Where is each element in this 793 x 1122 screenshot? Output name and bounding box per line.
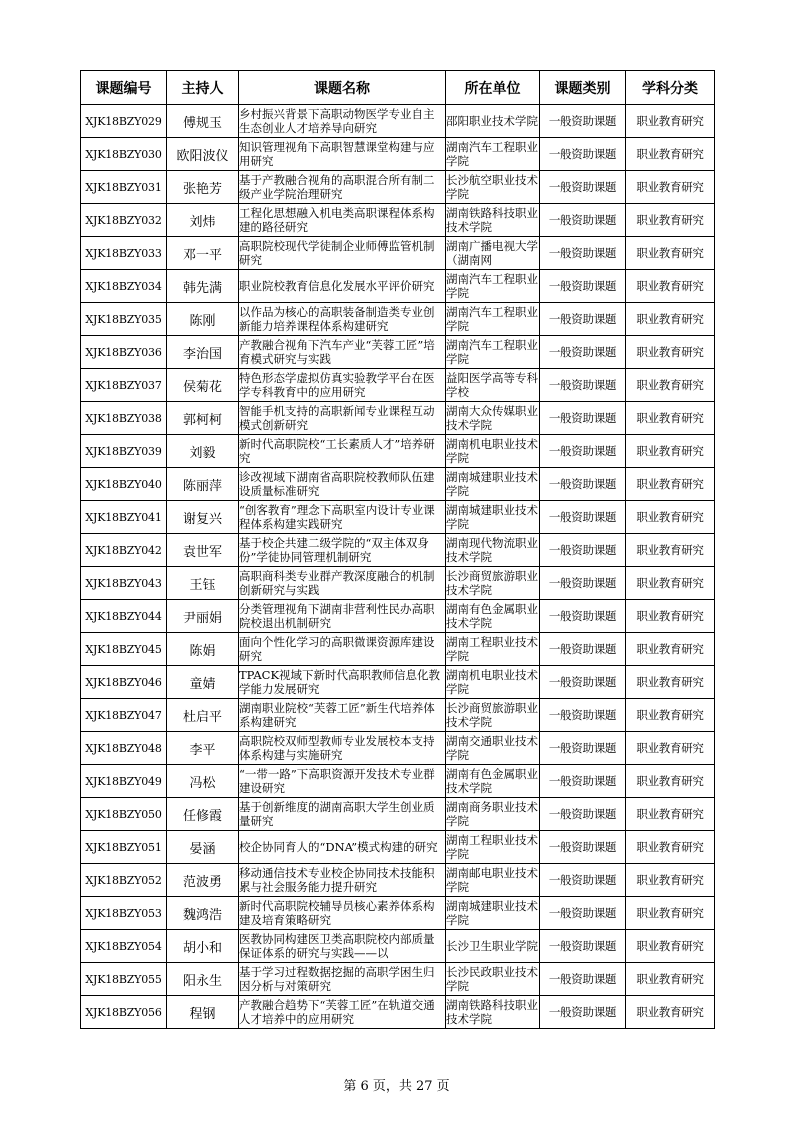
cell-category: 一般资助课题: [540, 204, 626, 237]
cell-discipline: 职业教育研究: [626, 996, 715, 1029]
cell-host: 杜启平: [167, 699, 239, 732]
table-row: [81, 270, 715, 303]
cell-discipline: 职业教育研究: [626, 732, 715, 765]
cell-title-text: 知识管理视角下高职智慧课堂构建与应用研究: [239, 140, 435, 168]
cell-title-text: “一带一路”下高职资源开发技术专业群建设研究: [239, 767, 435, 795]
cell-title: [239, 303, 446, 336]
cell-code: XJK18BZY036: [81, 336, 167, 369]
cell-unit-text: 邵阳职业技术学院: [446, 114, 538, 128]
cell-title: [239, 171, 446, 204]
cell-unit: [446, 336, 540, 369]
cell-title: [239, 963, 446, 996]
cell-unit-text: 湖南汽车工程职业学院: [446, 140, 538, 168]
cell-discipline: 职业教育研究: [626, 798, 715, 831]
cell-discipline: 职业教育研究: [626, 138, 715, 171]
cell-title-text: 以作品为核心的高职装备制造类专业创新能力培养课程体系构建研究: [239, 305, 435, 333]
cell-title-text: 校企协同育人的“DNA”模式构建的研究: [239, 840, 438, 854]
cell-host: 魏鸿浩: [167, 897, 239, 930]
cell-unit-text: 湖南工程职业技术学院: [446, 833, 538, 861]
cell-code: XJK18BZY030: [81, 138, 167, 171]
cell-unit-text: 湖南城建职业技术学院: [446, 899, 538, 927]
cell-title-text: 工程化思想融入机电类高职课程体系构建的路径研究: [239, 206, 435, 234]
cell-discipline: 职业教育研究: [626, 567, 715, 600]
cell-title-text: 产教融合趋势下“芙蓉工匠”在轨道交通人才培养中的应用研究: [239, 998, 435, 1026]
cell-code: XJK18BZY051: [81, 831, 167, 864]
cell-unit-text: 湖南大众传媒职业技术学院: [446, 404, 538, 432]
header-category: 课题类别: [540, 71, 626, 105]
cell-host: 侯菊花: [167, 369, 239, 402]
table-row: [81, 468, 715, 501]
cell-unit-text: 湖南城建职业技术学院: [446, 470, 538, 498]
cell-unit-text: 湖南有色金属职业技术学院: [446, 767, 538, 795]
cell-title-text: 高职商科类专业群产教深度融合的机制创新研究与实践: [239, 569, 435, 597]
cell-host: 谢复兴: [167, 501, 239, 534]
cell-title-text: 移动通信技术专业校企协同技术技能积累与社会服务能力提升研究: [239, 866, 435, 894]
cell-discipline: 职业教育研究: [626, 897, 715, 930]
cell-unit-text: 湖南机电职业技术学院: [446, 668, 538, 696]
cell-unit: [446, 963, 540, 996]
cell-discipline: 职业教育研究: [626, 468, 715, 501]
cell-discipline: 职业教育研究: [626, 963, 715, 996]
cell-title-text: 诊改视域下湖南省高职院校教师队伍建设质量标准研究: [239, 470, 435, 498]
cell-title: [239, 402, 446, 435]
cell-host: 刘炜: [167, 204, 239, 237]
cell-host: 袁世军: [167, 534, 239, 567]
table-row: [81, 996, 715, 1029]
cell-unit: [446, 798, 540, 831]
cell-title: [239, 765, 446, 798]
cell-title-text: 新时代高职院校辅导员核心素养体系构建及培育策略研究: [239, 899, 435, 927]
cell-category: 一般资助课题: [540, 765, 626, 798]
cell-code: XJK18BZY041: [81, 501, 167, 534]
cell-unit: [446, 501, 540, 534]
cell-unit: [446, 270, 540, 303]
cell-discipline: 职业教育研究: [626, 237, 715, 270]
cell-host: 欧阳波仪: [167, 138, 239, 171]
cell-unit: [446, 237, 540, 270]
cell-category: 一般资助课题: [540, 171, 626, 204]
cell-unit: [446, 732, 540, 765]
cell-unit-text: 长沙民政职业技术学院: [446, 965, 538, 993]
project-table: [80, 70, 715, 1029]
table-row: [81, 633, 715, 666]
cell-discipline: 职业教育研究: [626, 501, 715, 534]
table-row: [81, 303, 715, 336]
cell-title-text: 面向个性化学习的高职微课资源库建设研究: [239, 635, 435, 663]
cell-title: [239, 732, 446, 765]
cell-category: 一般资助课题: [540, 567, 626, 600]
cell-title-text: “创客教育”理念下高职室内设计专业课程体系构建实践研究: [239, 503, 435, 531]
cell-category: 一般资助课题: [540, 633, 626, 666]
cell-host: 张艳芳: [167, 171, 239, 204]
cell-code: XJK18BZY056: [81, 996, 167, 1029]
cell-title: [239, 666, 446, 699]
cell-title: [239, 633, 446, 666]
cell-title-text: 分类管理视角下湖南非营利性民办高职院校退出机制研究: [239, 602, 435, 630]
cell-title: [239, 138, 446, 171]
cell-unit: [446, 699, 540, 732]
cell-code: XJK18BZY052: [81, 864, 167, 897]
table-row: [81, 138, 715, 171]
cell-title-text: 湖南职业院校“芙蓉工匠”新生代培养体系构建研究: [239, 701, 435, 729]
header-row: [81, 71, 715, 105]
cell-title: [239, 435, 446, 468]
cell-title-text: TPACK视域下新时代高职教师信息化教学能力发展研究: [239, 668, 441, 696]
table-row: [81, 534, 715, 567]
cell-unit: [446, 204, 540, 237]
cell-category: 一般资助课题: [540, 864, 626, 897]
cell-category: 一般资助课题: [540, 435, 626, 468]
cell-category: 一般资助课题: [540, 930, 626, 963]
table-row: [81, 765, 715, 798]
cell-unit-text: 湖南铁路科技职业技术学院: [446, 206, 538, 234]
cell-title-text: 医教协同构建医卫类高职院校内部质量保证体系的研究与实践——以: [239, 932, 435, 960]
cell-code: XJK18BZY053: [81, 897, 167, 930]
cell-category: 一般资助课题: [540, 666, 626, 699]
cell-host: 陈娟: [167, 633, 239, 666]
cell-unit-text: 湖南有色金属职业技术学院: [446, 602, 538, 630]
cell-category: 一般资助课题: [540, 237, 626, 270]
cell-host: 韩先满: [167, 270, 239, 303]
cell-category: 一般资助课题: [540, 303, 626, 336]
cell-category: 一般资助课题: [540, 699, 626, 732]
cell-discipline: 职业教育研究: [626, 270, 715, 303]
cell-unit-text: 长沙商贸旅游职业技术学院: [446, 701, 538, 729]
cell-title: [239, 270, 446, 303]
cell-category: 一般资助课题: [540, 138, 626, 171]
cell-host: 范波勇: [167, 864, 239, 897]
table-row: [81, 666, 715, 699]
table-row: [81, 930, 715, 963]
cell-host: 王钰: [167, 567, 239, 600]
cell-code: XJK18BZY029: [81, 105, 167, 138]
cell-unit: [446, 171, 540, 204]
page-footer: 第 6 页，共 27 页: [343, 1079, 450, 1094]
cell-title-text: 职业院校教育信息化发展水平评价研究: [239, 279, 435, 293]
cell-host: 冯松: [167, 765, 239, 798]
cell-discipline: 职业教育研究: [626, 699, 715, 732]
header-code: 课题编号: [81, 71, 167, 105]
cell-host: 尹丽娟: [167, 600, 239, 633]
cell-code: XJK18BZY047: [81, 699, 167, 732]
cell-unit: [446, 765, 540, 798]
cell-title-text: 基于学习过程数据挖掘的高职学困生归因分析与对策研究: [239, 965, 435, 993]
table-row: [81, 105, 715, 138]
cell-title-text: 高职院校双师型教师专业发展校本支持体系构建与实施研究: [239, 734, 435, 762]
cell-code: XJK18BZY043: [81, 567, 167, 600]
table-row: [81, 402, 715, 435]
table-row: [81, 501, 715, 534]
header-discipline: 学科分类: [626, 71, 715, 105]
cell-category: 一般资助课题: [540, 270, 626, 303]
cell-host: 任修霞: [167, 798, 239, 831]
table-row: [81, 600, 715, 633]
cell-host: 刘毅: [167, 435, 239, 468]
cell-unit: [446, 996, 540, 1029]
cell-title-text: 智能手机支持的高职新闻专业课程互动模式创新研究: [239, 404, 435, 432]
cell-category: 一般资助课题: [540, 600, 626, 633]
cell-unit-text: 湖南汽车工程职业学院: [446, 272, 538, 300]
table-row: [81, 204, 715, 237]
cell-title-text: 乡村振兴背景下高职动物医学专业自主生态创业人才培养导向研究: [239, 107, 435, 135]
cell-code: XJK18BZY039: [81, 435, 167, 468]
table-row: [81, 831, 715, 864]
table-row: [81, 435, 715, 468]
cell-unit-text: 长沙卫生职业学院: [446, 939, 538, 953]
cell-category: 一般资助课题: [540, 732, 626, 765]
cell-title-text: 产教融合视角下汽车产业“芙蓉工匠”培育模式研究与实践: [239, 338, 435, 366]
header-title: 课题名称: [239, 71, 446, 105]
cell-code: XJK18BZY055: [81, 963, 167, 996]
cell-category: 一般资助课题: [540, 831, 626, 864]
cell-discipline: 职业教育研究: [626, 765, 715, 798]
cell-title: [239, 237, 446, 270]
cell-host: 胡小和: [167, 930, 239, 963]
cell-unit: [446, 600, 540, 633]
cell-unit: [446, 105, 540, 138]
cell-unit-text: 湖南现代物流职业技术学院: [446, 536, 538, 564]
table-row: [81, 897, 715, 930]
cell-category: 一般资助课题: [540, 105, 626, 138]
cell-code: XJK18BZY049: [81, 765, 167, 798]
cell-category: 一般资助课题: [540, 369, 626, 402]
cell-category: 一般资助课题: [540, 402, 626, 435]
table-row: [81, 864, 715, 897]
cell-title-text: 基于创新维度的湖南高职大学生创业质量研究: [239, 800, 435, 828]
cell-discipline: 职业教育研究: [626, 204, 715, 237]
cell-category: 一般资助课题: [540, 336, 626, 369]
cell-unit: [446, 633, 540, 666]
cell-unit: [446, 864, 540, 897]
cell-title: [239, 567, 446, 600]
cell-title-text: 高职院校现代学徒制企业师傅监管机制研究: [239, 239, 435, 267]
cell-discipline: 职业教育研究: [626, 336, 715, 369]
table-row: [81, 237, 715, 270]
cell-code: XJK18BZY044: [81, 600, 167, 633]
cell-unit: [446, 666, 540, 699]
cell-unit-text: 湖南邮电职业技术学院: [446, 866, 538, 894]
table-row: [81, 369, 715, 402]
table-row: [81, 732, 715, 765]
cell-title-text: 特色形态学虚拟仿真实验教学平台在医学专科教育中的应用研究: [239, 371, 435, 399]
cell-title: [239, 996, 446, 1029]
cell-code: XJK18BZY054: [81, 930, 167, 963]
cell-discipline: 职业教育研究: [626, 105, 715, 138]
cell-code: XJK18BZY034: [81, 270, 167, 303]
cell-unit-text: 湖南城建职业技术学院: [446, 503, 538, 531]
cell-category: 一般资助课题: [540, 534, 626, 567]
cell-unit: [446, 303, 540, 336]
cell-unit-text: 湖南工程职业技术学院: [446, 635, 538, 663]
cell-unit: [446, 435, 540, 468]
cell-unit-text: 湖南铁路科技职业技术学院: [446, 998, 538, 1026]
cell-unit: [446, 567, 540, 600]
cell-host: 李治国: [167, 336, 239, 369]
cell-title: [239, 897, 446, 930]
cell-code: XJK18BZY040: [81, 468, 167, 501]
cell-host: 傅规玉: [167, 105, 239, 138]
cell-title: [239, 105, 446, 138]
cell-title: [239, 369, 446, 402]
cell-discipline: 职业教育研究: [626, 534, 715, 567]
cell-title-text: 基于产教融合视角的高职混合所有制二级产业学院治理研究: [239, 173, 435, 201]
cell-unit: [446, 369, 540, 402]
table-row: [81, 567, 715, 600]
table-row: [81, 336, 715, 369]
cell-unit-text: 长沙商贸旅游职业技术学院: [446, 569, 538, 597]
cell-host: 陈刚: [167, 303, 239, 336]
cell-host: 程钢: [167, 996, 239, 1029]
cell-discipline: 职业教育研究: [626, 666, 715, 699]
cell-unit: [446, 468, 540, 501]
cell-title: [239, 468, 446, 501]
cell-host: 阳永生: [167, 963, 239, 996]
cell-title: [239, 831, 446, 864]
cell-unit-text: 长沙航空职业技术学院: [446, 173, 538, 201]
table-body: [81, 105, 715, 1029]
cell-unit-text: 湖南商务职业技术学院: [446, 800, 538, 828]
cell-host: 郭柯柯: [167, 402, 239, 435]
cell-unit: [446, 138, 540, 171]
cell-unit: [446, 831, 540, 864]
cell-discipline: 职业教育研究: [626, 435, 715, 468]
cell-discipline: 职业教育研究: [626, 402, 715, 435]
cell-host: 李平: [167, 732, 239, 765]
cell-title: [239, 534, 446, 567]
cell-unit: [446, 897, 540, 930]
cell-discipline: 职业教育研究: [626, 831, 715, 864]
cell-code: XJK18BZY045: [81, 633, 167, 666]
cell-title: [239, 864, 446, 897]
cell-category: 一般资助课题: [540, 963, 626, 996]
cell-title-text: 新时代高职院校“工长素质人才”培养研究: [239, 437, 435, 465]
cell-code: XJK18BZY033: [81, 237, 167, 270]
cell-unit-text: 湖南机电职业技术学院: [446, 437, 538, 465]
cell-unit-text: 湖南汽车工程职业学院: [446, 305, 538, 333]
cell-discipline: 职业教育研究: [626, 864, 715, 897]
cell-category: 一般资助课题: [540, 996, 626, 1029]
cell-title: [239, 930, 446, 963]
cell-code: XJK18BZY038: [81, 402, 167, 435]
cell-unit-text: 益阳医学高等专科学校: [446, 371, 538, 399]
cell-title: [239, 600, 446, 633]
cell-code: XJK18BZY048: [81, 732, 167, 765]
cell-code: XJK18BZY032: [81, 204, 167, 237]
cell-title: [239, 501, 446, 534]
cell-discipline: 职业教育研究: [626, 633, 715, 666]
cell-category: 一般资助课题: [540, 468, 626, 501]
cell-unit-text: 湖南交通职业技术学院: [446, 734, 538, 762]
cell-title: [239, 798, 446, 831]
cell-discipline: 职业教育研究: [626, 369, 715, 402]
cell-unit: [446, 534, 540, 567]
cell-unit: [446, 930, 540, 963]
cell-category: 一般资助课题: [540, 897, 626, 930]
table-row: [81, 963, 715, 996]
cell-code: XJK18BZY037: [81, 369, 167, 402]
header-host: 主持人: [167, 71, 239, 105]
cell-host: 陈丽萍: [167, 468, 239, 501]
cell-code: XJK18BZY035: [81, 303, 167, 336]
cell-category: 一般资助课题: [540, 798, 626, 831]
cell-discipline: 职业教育研究: [626, 930, 715, 963]
cell-category: 一般资助课题: [540, 501, 626, 534]
cell-unit-text: 湖南汽车工程职业学院: [446, 338, 538, 366]
header-unit: 所在单位: [446, 71, 540, 105]
cell-title-text: 基于校企共建二级学院的“双主体双身份”学徒协同管理机制研究: [239, 536, 429, 564]
table-row: [81, 171, 715, 204]
cell-unit-text: 湖南广播电视大学（湖南网: [446, 239, 538, 267]
cell-title: [239, 204, 446, 237]
cell-code: XJK18BZY031: [81, 171, 167, 204]
cell-code: XJK18BZY042: [81, 534, 167, 567]
cell-code: XJK18BZY050: [81, 798, 167, 831]
cell-host: 邓一平: [167, 237, 239, 270]
cell-title: [239, 336, 446, 369]
cell-code: XJK18BZY046: [81, 666, 167, 699]
table-header: [81, 71, 715, 105]
table-row: [81, 699, 715, 732]
cell-host: 童婧: [167, 666, 239, 699]
cell-host: 晏涵: [167, 831, 239, 864]
table-row: [81, 798, 715, 831]
cell-discipline: 职业教育研究: [626, 600, 715, 633]
cell-discipline: 职业教育研究: [626, 171, 715, 204]
cell-discipline: 职业教育研究: [626, 303, 715, 336]
cell-title: [239, 699, 446, 732]
cell-unit: [446, 402, 540, 435]
